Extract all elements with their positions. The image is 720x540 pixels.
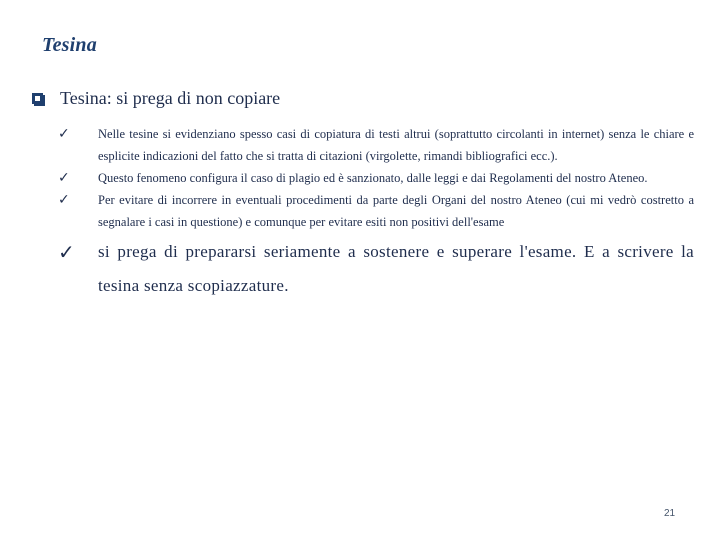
- checkmark-icon: ✓: [58, 170, 70, 186]
- sub-bullet-text: Nelle tesine si evidenziano spesso casi di copiatura di testi altrui (soprattutto circolanti in internet) senza le chiare e esplicite indicazioni del fatto che si tratta di citazioni (virgolette, rimandi bibliografici ecc.).: [98, 127, 694, 163]
- page-number: 21: [664, 508, 676, 519]
- main-bullet-text: Tesina: si prega di non copiare: [60, 88, 281, 108]
- sub-bullet-list: [58, 123, 694, 303]
- slide-title: Tesina: [42, 34, 97, 56]
- sub-bullet-item-emphasis: [58, 235, 694, 303]
- main-bullet: [32, 88, 692, 109]
- sub-bullet-item: [58, 167, 694, 189]
- sub-bullet-text: Per evitare di incorrere in eventuali procedimenti da parte degli Organi del nostro Ateneo (cui mi vedrò costretto a segnalare i casi in questione) e comunque per evitare esiti non positivi dell'esame: [98, 193, 694, 229]
- square-bullet-icon: [32, 93, 43, 104]
- sub-bullet-item: [58, 123, 694, 167]
- checkmark-icon: ✓: [58, 126, 70, 142]
- sub-bullet-text-emphasis: si prega di prepararsi seriamente a sostenere e superare l'esame. E a scrivere la tesina senza scopiazzature.: [98, 242, 694, 295]
- checkmark-icon: ✓: [58, 240, 75, 264]
- sub-bullet-item: [58, 189, 694, 233]
- checkmark-icon: ✓: [58, 192, 70, 208]
- sub-bullet-text: Questo fenomeno configura il caso di plagio ed è sanzionato, dalle leggi e dai Regolamenti del nostro Ateneo.: [98, 171, 648, 185]
